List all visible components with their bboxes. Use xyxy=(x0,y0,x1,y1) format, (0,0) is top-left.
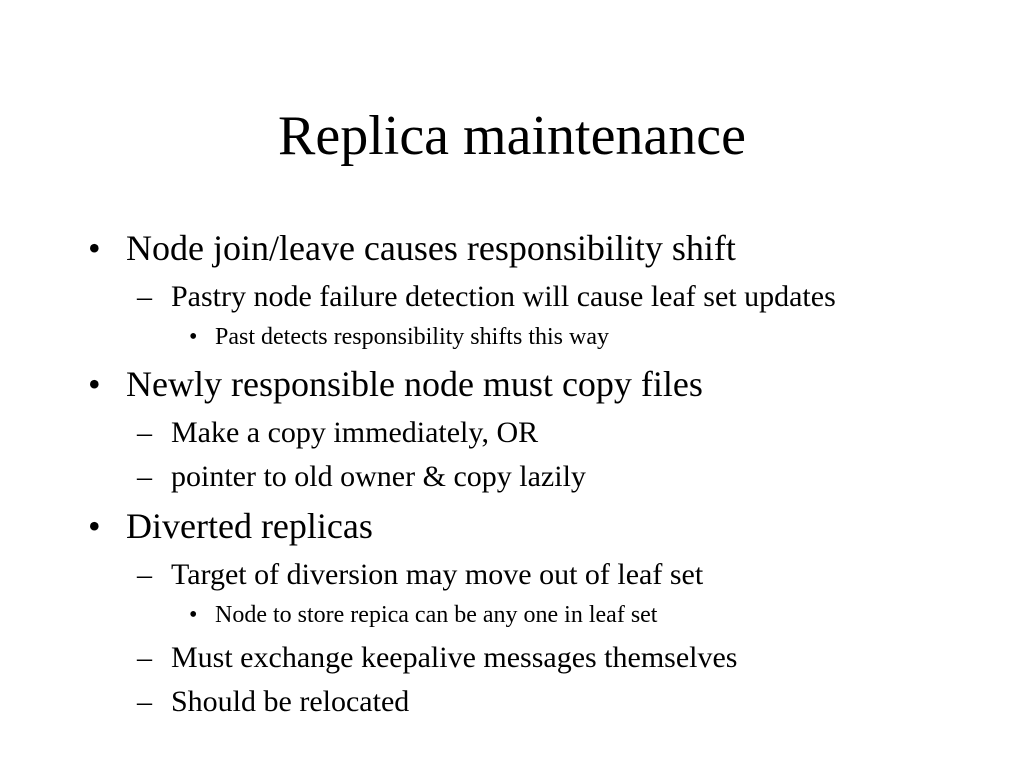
bullet-marker: • xyxy=(88,506,101,546)
bullet-text: Newly responsible node must copy files xyxy=(126,364,703,404)
bullet-level2 xyxy=(137,641,738,675)
bullet-text: Node to store repica can be any one in leaf set xyxy=(215,602,658,628)
bullet-marker: • xyxy=(88,364,101,404)
bullet-marker: • xyxy=(189,602,198,628)
bullet-level1 xyxy=(88,228,736,268)
bullet-level2 xyxy=(137,685,410,719)
bullet-text: Must exchange keepalive messages themselves xyxy=(171,641,738,674)
bullet-text: Pastry node failure detection will cause leaf set updates xyxy=(171,280,836,313)
dash-marker: – xyxy=(137,641,152,674)
bullet-level2 xyxy=(137,280,836,314)
bullet-marker: • xyxy=(88,228,101,268)
bullet-text: pointer to old owner & copy lazily xyxy=(171,460,586,493)
bullet-text: Make a copy immediately, OR xyxy=(171,416,539,449)
dash-marker: – xyxy=(137,558,152,591)
bullet-level2 xyxy=(137,416,539,450)
bullet-level2 xyxy=(137,558,704,592)
bullet-text: Past detects responsibility shifts this way xyxy=(215,324,609,350)
bullet-level2 xyxy=(137,460,586,494)
dash-marker: – xyxy=(137,460,152,493)
bullet-text: Node join/leave causes responsibility shift xyxy=(126,228,736,268)
bullet-level1 xyxy=(88,506,373,546)
dash-marker: – xyxy=(137,280,152,313)
bullet-level1 xyxy=(88,364,703,404)
dash-marker: – xyxy=(137,416,152,449)
bullet-text: Should be relocated xyxy=(171,685,410,718)
dash-marker: – xyxy=(137,685,152,718)
slide-title: Replica maintenance xyxy=(278,105,746,167)
bullet-level3 xyxy=(189,323,609,351)
bullet-text: Target of diversion may move out of leaf set xyxy=(171,558,704,591)
bullet-level3 xyxy=(189,601,658,629)
bullet-marker: • xyxy=(189,324,198,350)
bullet-text: Diverted replicas xyxy=(126,506,373,546)
